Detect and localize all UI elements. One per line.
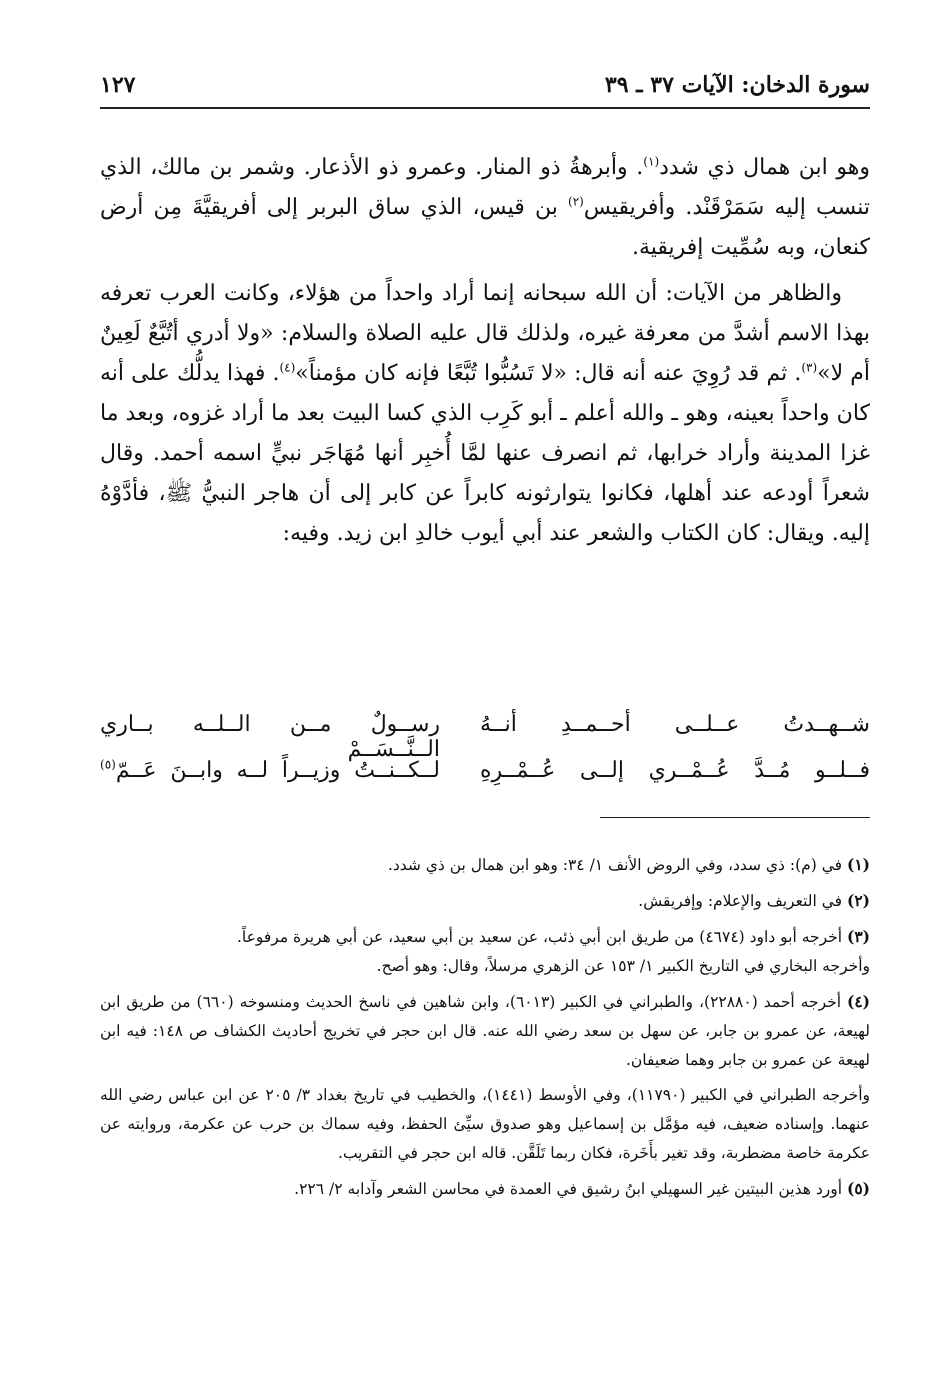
verse-1-second-hemistich: رســولٌ مــن الــلــه بــاري الــنَّــسَــمْ	[100, 712, 440, 762]
footnote-ref-5: (٥)	[100, 757, 116, 772]
running-header	[100, 66, 870, 106]
verse-1-first-hemistich: شــهــدتُ عــلــى أحــمــدِ أنــهُ	[480, 712, 870, 737]
verse-line-1	[100, 712, 870, 762]
footnote-ref-4: (٤)	[279, 360, 296, 375]
paragraph-2: والظاهر من الآيات: أن الله سبحانه إنما أراد واحداً من هؤلاء، وكانت العرب تعرفه بهذا الاسم أشدَّ من معرفة غيره، ولذلك قال عليه الصلاة والسلام: «ولا أدري أتُبَّعٌ لَعِينٌ أم لا»$^{(٣)}$. ثم قد رُوِيَ عنه أنه قال: «لا تَسُبُّوا تُبَّعًا فإنه كان مؤمناً»$^{(٤)}$. فهذا يدلُّك على أنه كان واحداً بعينه، وهو ـ والله أعلم ـ أبو كَرِب الذي كسا البيت بعد ما أراد غزوه، وبعد ما غزا المدينة وأراد خرابها، ثم انصرف عنها لمَّا أُخبِر أنها مُهَاجَر نبيٍّ اسمه أحمد. وقال شعراً أودعه عند أهلها، فكانوا يتوارثونه كابراً عن كابر إلى أن هاجر النبيُّ ﷺ، فأدَّوْهُ إليه. ويقال: كان الكتاب والشعر عند أبي أيوب خالدِ ابن زيد. وفيه:	[100, 281, 871, 546]
footnote-1: (١) في (م): ذي سدد، وفي الروض الأنف ١/ ٣٤: وهو ابن همال بن ذي شدد.	[387, 855, 870, 874]
verse-2-first-hemistich: فــلــو مُــدَّ عُــمْــري إلــى عُــمْــرِهِ	[480, 758, 870, 783]
page-number: ١٢٧	[100, 72, 136, 98]
footnote-5: (٥) أورد هذين البيتين غير السهيلي ابنُ رشيق في العمدة في محاسن الشعر وآدابه ٢/ ٢٢٦.	[294, 1179, 870, 1198]
footnote-ref-1: (١)	[643, 154, 660, 169]
paragraph-1: وهو ابن همال ذي شدد$^{(١)}$. وأبرهةُ ذو المنار. وعمرو ذو الأذعار. وشمر بن مالك، الذي تنسب إليه سَمَرْقَنْد. وأفريقيس$^{(٢)}$ بن قيس، الذي ساق البربر إلى أفريقيَّةَ مِن أرض كنعان، وبه سُمِّيت إفريقية.	[100, 154, 870, 260]
footnote-ref-3: (٣)	[801, 360, 818, 375]
footnote-4-continued: وأخرجه الطبراني في الكبير (١١٧٩٠)، وفي الأوسط (١٤٤١)، والخطيب في تاريخ بغداد ٣/ ٢٠٥ عن ابن عباس رضي الله عنهما. وإسناده ضعيف، فيه مؤمَّل بن إسماعيل وهو صدوق سيِّئ الحفظ، وفيه سماك بن حرب عن عكرمة، وروايته عن عكرمة خاصة مضطربة، وقد تغير بأَخَرة، فكان ربما تَلَقَّن. قاله ابن حجر في التقريب.	[100, 1086, 870, 1162]
header-divider	[100, 107, 870, 109]
verse-2-second-hemistich: لــكــنــتُ وزيــراً لــه وابــنَ عَــمّ$^{(٥)}$	[100, 757, 440, 783]
main-text	[100, 148, 870, 554]
verse-line-2	[100, 758, 870, 798]
footnote-3: (٣) أخرجه أبو داود (٤٦٧٤) من طريق ابن أبي ذئب، عن سعيد بن أبي سعيد، عن أبي هريرة مرفوعاً. وأخرجه البخاري في التاريخ الكبير ١/ ١٥٣ عن الزهري مرسلاً، وقال: وهو أصح.	[236, 927, 870, 975]
footnote-4: (٤) أخرجه أحمد (٢٢٨٨٠)، والطبراني في الكبير (٦٠١٣)، وابن شاهين في ناسخ الحديث ومنسوخه (٦٦٠) من طريق ابن لهيعة، عن عمرو بن جابر، عن سهل بن سعد رضي الله عنه. قال ابن حجر في تخريج أحاديث الكشاف ص ١٤٨: فيه ابن لهيعة عن عمرو بن جابر وهما ضعيفان.	[100, 992, 870, 1069]
chapter-title: سورة الدخان: الآيات ٣٧ ـ ٣٩	[604, 72, 870, 98]
footnote-ref-2: (٢)	[568, 194, 584, 209]
footnote-divider	[600, 817, 870, 818]
footnotes	[100, 850, 870, 1210]
footnote-2: (٢) في التعريف والإعلام: وإفريقش.	[638, 891, 870, 910]
